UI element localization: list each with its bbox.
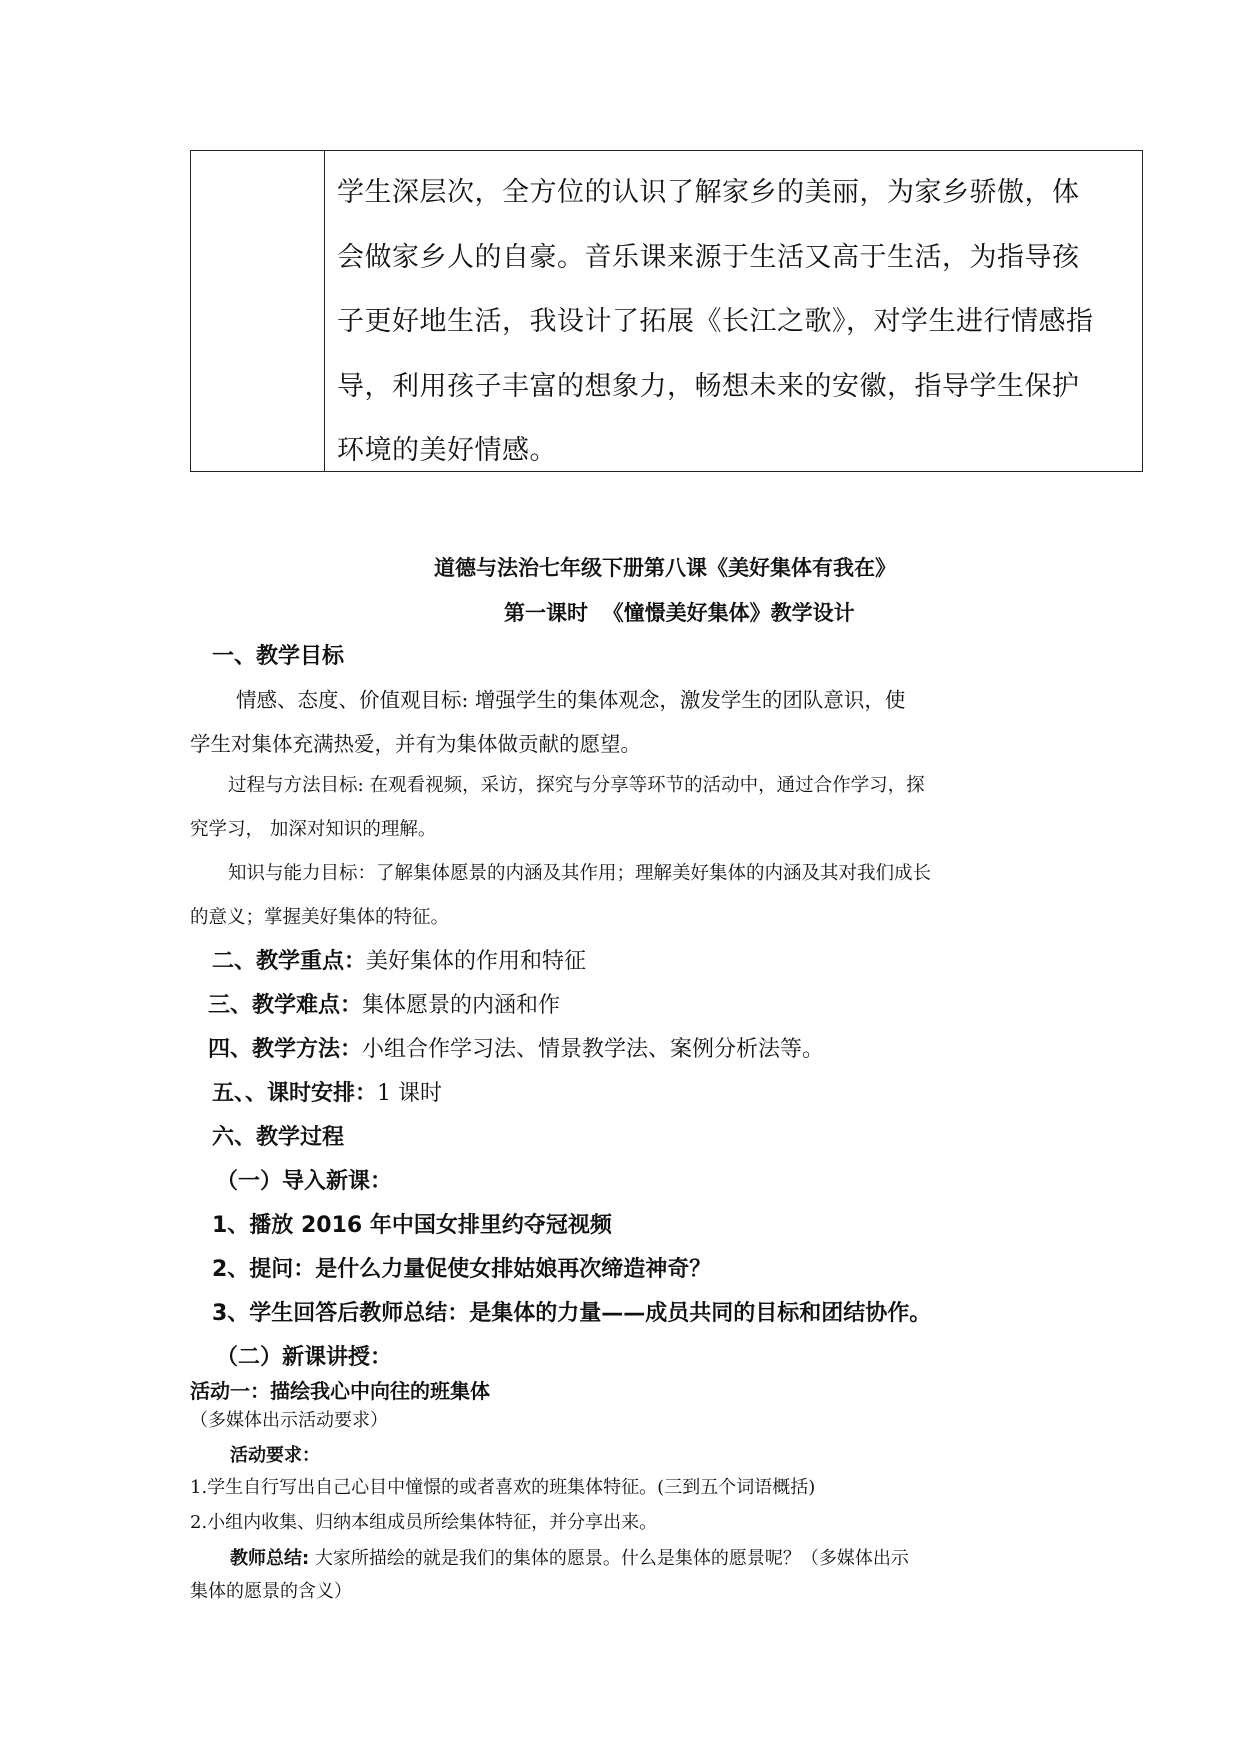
requirement-1: 1.学生自行写出自己心目中憧憬的或者喜欢的班集体特征。(三到五个词语概括)	[190, 1477, 816, 1498]
objective-process-line1: 过程与方法目标: 在观看视频，采访，探究与分享等环节的活动中，通过合作学习，探	[228, 775, 925, 796]
methods-label: 四、教学方法：	[208, 1037, 363, 1062]
document-title: 道德与法治七年级下册第八课《美好集体有我在》	[434, 556, 896, 580]
objective-emotion-line1: 情感、态度、价值观目标: 增强学生的集体观念，激发学生的团队意识，使	[236, 688, 906, 712]
teacher-summary-text: 大家所描绘的就是我们的集体的愿景。什么是集体的愿景呢？（多媒体出示	[309, 1548, 909, 1569]
requirements-label: 活动要求：	[230, 1445, 320, 1466]
teacher-summary-line1	[230, 1544, 909, 1570]
difficulty-label: 三、教学难点：	[208, 993, 363, 1018]
key-point	[212, 944, 586, 975]
objective-knowledge-line1: 知识与能力目标：了解集体愿景的内涵及其作用；理解美好集体的内涵及其对我们成长	[228, 863, 932, 884]
table-left-cell	[191, 151, 325, 471]
difficulty	[208, 988, 560, 1019]
teacher-summary-label: 教师总结:	[230, 1548, 310, 1569]
activity-note: （多媒体出示活动要求）	[190, 1410, 388, 1431]
difficulty-value: 集体愿景的内涵和作	[362, 993, 561, 1018]
key-point-label: 二、教学重点：	[212, 949, 367, 974]
new-lesson-heading: （二）新课讲授：	[216, 1345, 393, 1370]
teacher-summary-line2: 集体的愿景的含义）	[190, 1581, 352, 1602]
document-subtitle: 第一课时 《憧憬美好集体》教学设计	[504, 601, 855, 625]
table-line: 子更好地生活，我设计了拓展《长江之歌》，对学生进行情感指	[337, 306, 1094, 337]
intro-item-1: 1、播放 2016 年中国女排里约夺冠视频	[212, 1213, 612, 1238]
requirement-2: 2.小组内收集、归纳本组成员所绘集体特征，并分享出来。	[190, 1512, 658, 1533]
section-heading-objectives: 一、教学目标	[212, 644, 345, 669]
objective-knowledge-line2: 的意义；掌握美好集体的特征。	[190, 907, 450, 928]
table-line: 会做家乡人的自豪。音乐课来源于生活又高于生活，为指导孩	[337, 241, 1080, 273]
activity-title: 活动一：描绘我心中向往的班集体	[190, 1379, 490, 1403]
schedule	[212, 1076, 442, 1107]
table-line: 学生深层次，全方位的认识了解家乡的美丽，为家乡骄傲，体	[337, 177, 1080, 208]
methods-value: 小组合作学习法、情景教学法、案例分析法等。	[362, 1037, 825, 1062]
methods	[208, 1032, 824, 1063]
table-line: 环境的美好情感。	[337, 435, 557, 466]
key-point-value: 美好集体的作用和特征	[366, 949, 587, 974]
table-right-cell	[337, 161, 1137, 484]
schedule-label: 五、、课时安排：	[212, 1081, 378, 1106]
table-line: 导，利用孩子丰富的想象力，畅想未来的安徽，指导学生保护	[337, 370, 1080, 402]
objective-process-line2: 究学习， 加深对知识的理解。	[190, 819, 437, 840]
schedule-value: 1 课时	[377, 1081, 443, 1106]
intro-item-2: 2、提问：是什么力量促使女排姑娘再次缔造神奇？	[212, 1257, 712, 1282]
content-table	[190, 150, 1143, 472]
intro-item-3: 3、学生回答后教师总结：是集体的力量——成员共同的目标和团结协作。	[212, 1301, 932, 1326]
section-heading-process: 六、教学过程	[212, 1125, 345, 1150]
objective-emotion-line2: 学生对集体充满热爱，并有为集体做贡献的愿望。	[190, 732, 641, 756]
intro-heading: （一）导入新课：	[216, 1169, 393, 1194]
